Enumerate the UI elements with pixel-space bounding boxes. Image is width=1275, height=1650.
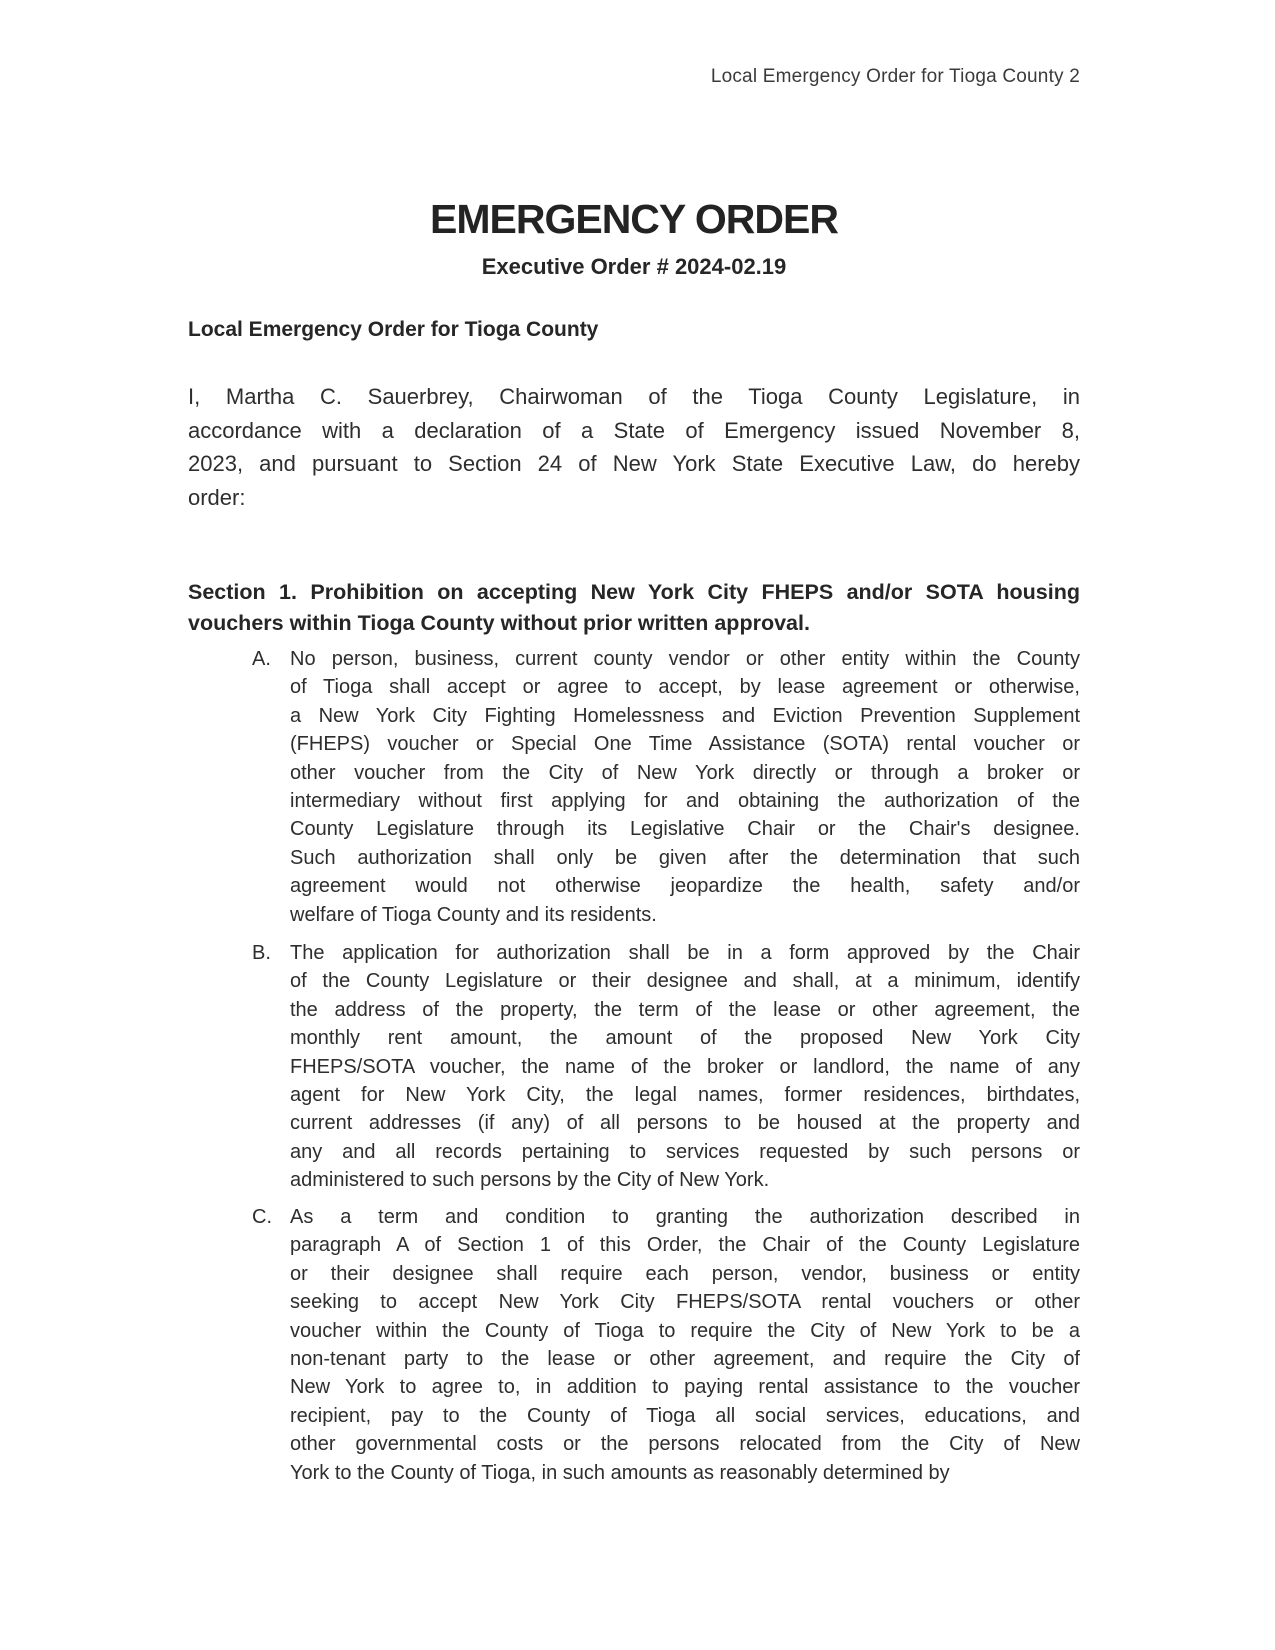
item-a-text [290,645,1080,929]
item-b-label: B. [252,942,271,964]
text-line: No person, business, current county vendor or other entity within the County [290,648,1080,670]
text-line: of the County Legislature or their designee and shall, at a minimum, identify [290,970,1080,993]
section-1-heading [188,577,1080,638]
text-line: a New York City Fighting Homelessness and Eviction Prevention Supplement [290,704,1080,727]
text-line: current addresses (if any) of all persons to be housed at the property and [290,1112,1080,1135]
text-line: vouchers within Tioga County without prior written approval. [188,610,810,635]
text-line: paragraph A of Section 1 of this Order, the Chair of the County Legislature [290,1234,1080,1257]
intro-paragraph [188,380,1080,514]
text-line: the address of the property, the term of the lease or other agreement, the [290,998,1080,1021]
text-line: New York to agree to, in addition to paying rental assistance to the voucher [290,1376,1080,1399]
list-item-c [252,1203,1080,1487]
text-line: I, Martha C. Sauerbrey, Chairwoman of the Tioga County Legislature, in [188,384,1080,409]
item-c-label: C. [252,1206,272,1228]
text-line: voucher within the County of Tioga to require the City of New York to be a [290,1319,1080,1342]
item-a-label: A. [252,648,271,670]
local-order-heading: Local Emergency Order for Tioga County [188,318,599,341]
executive-order-number: Executive Order # 2024-02.19 [481,254,787,279]
text-line: agreement would not otherwise jeopardize the health, safety and/or [290,875,1080,898]
text-line: recipient, pay to the County of Tioga all social services, educations, and [290,1404,1080,1427]
item-c-text [290,1203,1080,1487]
text-line: order: [188,484,246,510]
text-line: other voucher from the City of New York directly or through a broker or [290,761,1080,784]
text-line: seeking to accept New York City FHEPS/SOTA rental vouchers or other [290,1291,1080,1314]
text-line: of Tioga shall accept or agree to accept, by lease agreement or otherwise, [290,676,1080,699]
text-line: County Legislature through its Legislative Chair or the Chair's designee. [290,818,1080,841]
text-line: or their designee shall require each person, vendor, business or entity [290,1262,1080,1285]
text-line: Such authorization shall only be given after the determination that such [290,846,1080,869]
text-line: welfare of Tioga County and its residents. [290,903,657,926]
text-line: any and all records pertaining to services requested by such persons or [290,1140,1080,1163]
item-b-text [290,939,1080,1195]
text-line: monthly rent amount, the amount of the proposed New York City [290,1027,1080,1050]
text-line: agent for New York City, the legal names, former residences, birthdates, [290,1084,1080,1107]
text-line: The application for authorization shall be in a form approved by the Chair [290,942,1080,964]
text-line: York to the County of Tioga, in such amounts as reasonably determined by [290,1461,950,1484]
text-line: (FHEPS) voucher or Special One Time Assistance (SOTA) rental voucher or [290,733,1080,756]
text-line: administered to such persons by the City of New York. [290,1169,770,1192]
list-item-b [252,939,1080,1195]
text-line: other governmental costs or the persons relocated from the City of New [290,1433,1080,1456]
list-item-a [252,645,1080,929]
text-line: intermediary without first applying for and obtaining the authorization of the [290,790,1080,813]
text-line: non-tenant party to the lease or other agreement, and require the City of [290,1348,1080,1371]
text-line: Section 1. Prohibition on accepting New York City FHEPS and/or SOTA housing [188,580,1080,604]
text-line: FHEPS/SOTA voucher, the name of the broker or landlord, the name of any [290,1055,1080,1078]
page-header-label: Local Emergency Order for Tioga County 2 [710,66,1080,87]
document-title: EMERGENCY ORDER [430,196,838,242]
text-line: 2023, and pursuant to Section 24 of New York State Executive Law, do hereby [188,451,1080,476]
text-line: accordance with a declaration of a State of Emergency issued November 8, [188,417,1080,443]
text-line: As a term and condition to granting the authorization described in [290,1206,1080,1228]
